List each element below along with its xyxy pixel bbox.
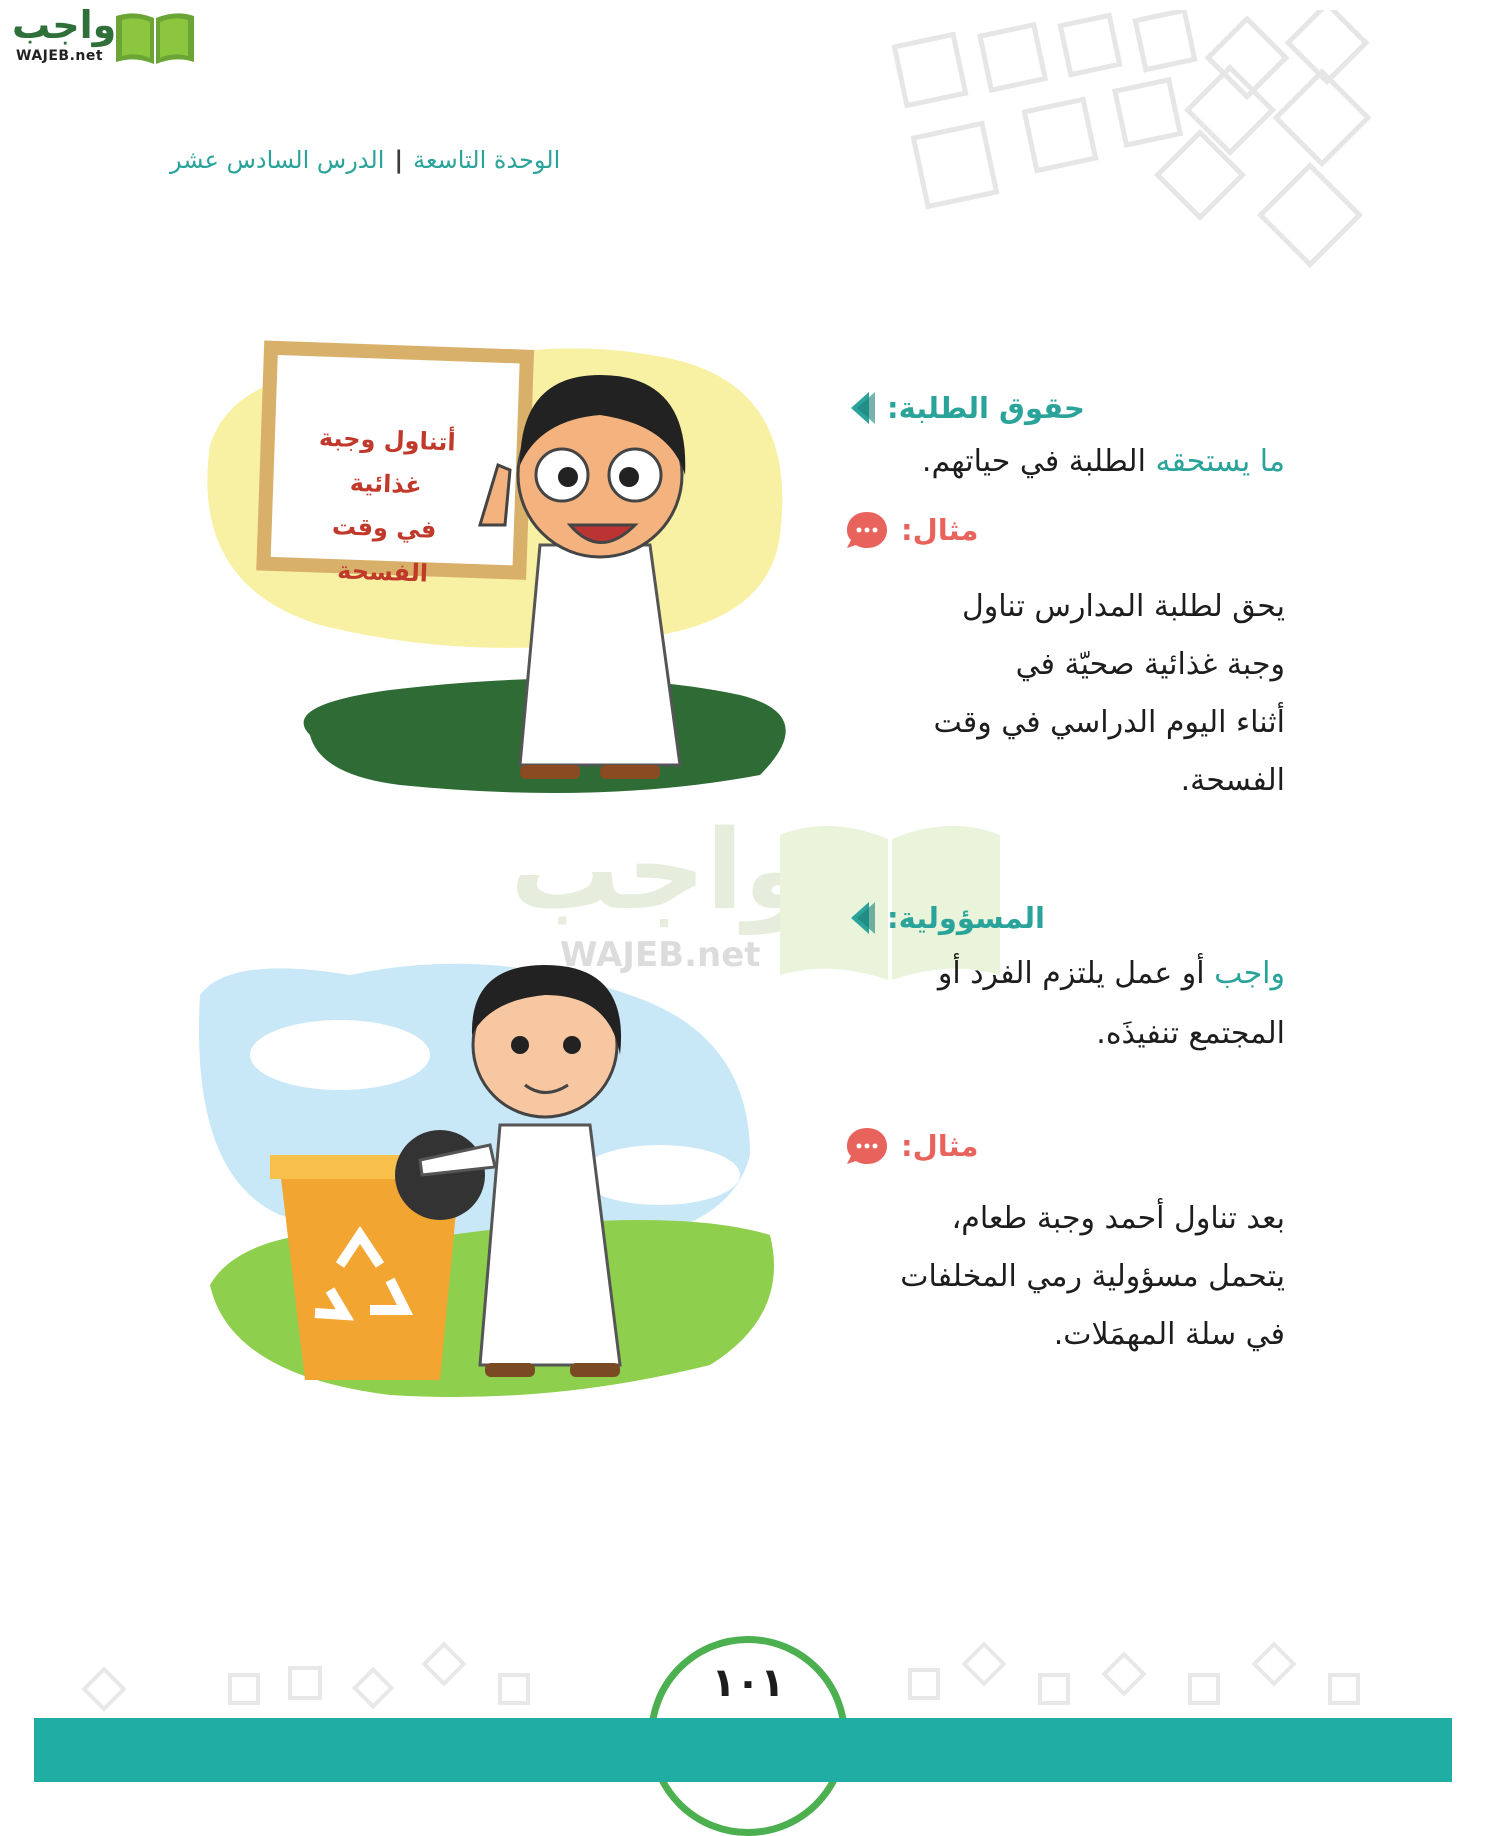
speech-bubble-icon: [845, 1126, 889, 1166]
example-line: وجبة غذائية صحيّة في: [1015, 647, 1285, 682]
responsibility-example-text: [845, 1190, 1285, 1364]
rights-definition: [845, 434, 1285, 490]
example-line: بعد تناول أحمد وجبة طعام،: [951, 1201, 1285, 1236]
responsibility-section: [845, 898, 1285, 1364]
board-line: في وقت الفسحة: [331, 512, 437, 588]
board-text: [282, 415, 488, 598]
responsibility-heading: [845, 898, 1285, 938]
chevron-left-icon: [845, 898, 875, 938]
example-heading: [845, 1126, 1285, 1166]
watermark-domain: WAJEB.net: [560, 935, 761, 975]
example-label: مثال:: [901, 1129, 979, 1163]
responsibility-definition-rest: أو عمل يلتزم الفرد أو المجتمع تنفيذَه.: [937, 956, 1285, 1051]
example-label: مثال:: [901, 513, 979, 547]
rights-example-text: [845, 578, 1285, 810]
boy-with-board-illustration: [180, 335, 800, 825]
brand-domain: WAJEB.net: [16, 48, 104, 64]
example-line: يحق لطلبة المدارس تناول: [962, 589, 1285, 624]
decorative-pattern: [880, 10, 1440, 280]
brand-name: واجب: [12, 3, 117, 47]
rights-heading-text: حقوق الطلبة:: [887, 391, 1085, 425]
rights-definition-rest: الطلبة في حياتهم.: [921, 444, 1156, 479]
footer-bar: [34, 1718, 1452, 1782]
book-icon: [112, 8, 198, 68]
example-line: في سلة المهمَلات.: [1053, 1317, 1285, 1352]
responsibility-heading-text: المسؤولية:: [887, 901, 1045, 935]
rights-section: [845, 388, 1285, 810]
page-number: ١٠١: [711, 1660, 785, 1706]
watermark-name: واجب: [510, 806, 812, 934]
brand-logo: [8, 3, 198, 70]
page-header: [170, 146, 560, 174]
example-line: يتحمل مسؤولية رمي المخلفات: [900, 1259, 1285, 1294]
rights-heading: [845, 388, 1285, 428]
header-separator: |: [394, 146, 404, 174]
rights-definition-highlight: ما يستحقه: [1155, 444, 1285, 479]
responsibility-definition: [845, 944, 1285, 1064]
boy-with-recycle-bin-illustration: [190, 935, 790, 1435]
board-line: أتناول وجبة غذائية: [318, 423, 457, 500]
speech-bubble-icon: [845, 510, 889, 550]
example-line: الفسحة.: [1180, 763, 1285, 798]
chevron-left-icon: [845, 388, 875, 428]
unit-label: الوحدة التاسعة: [413, 146, 561, 174]
lesson-label: الدرس السادس عشر: [170, 146, 385, 174]
example-heading: [845, 510, 1285, 550]
example-line: أثناء اليوم الدراسي في وقت: [933, 705, 1285, 740]
responsibility-definition-highlight: واجب: [1214, 956, 1285, 991]
